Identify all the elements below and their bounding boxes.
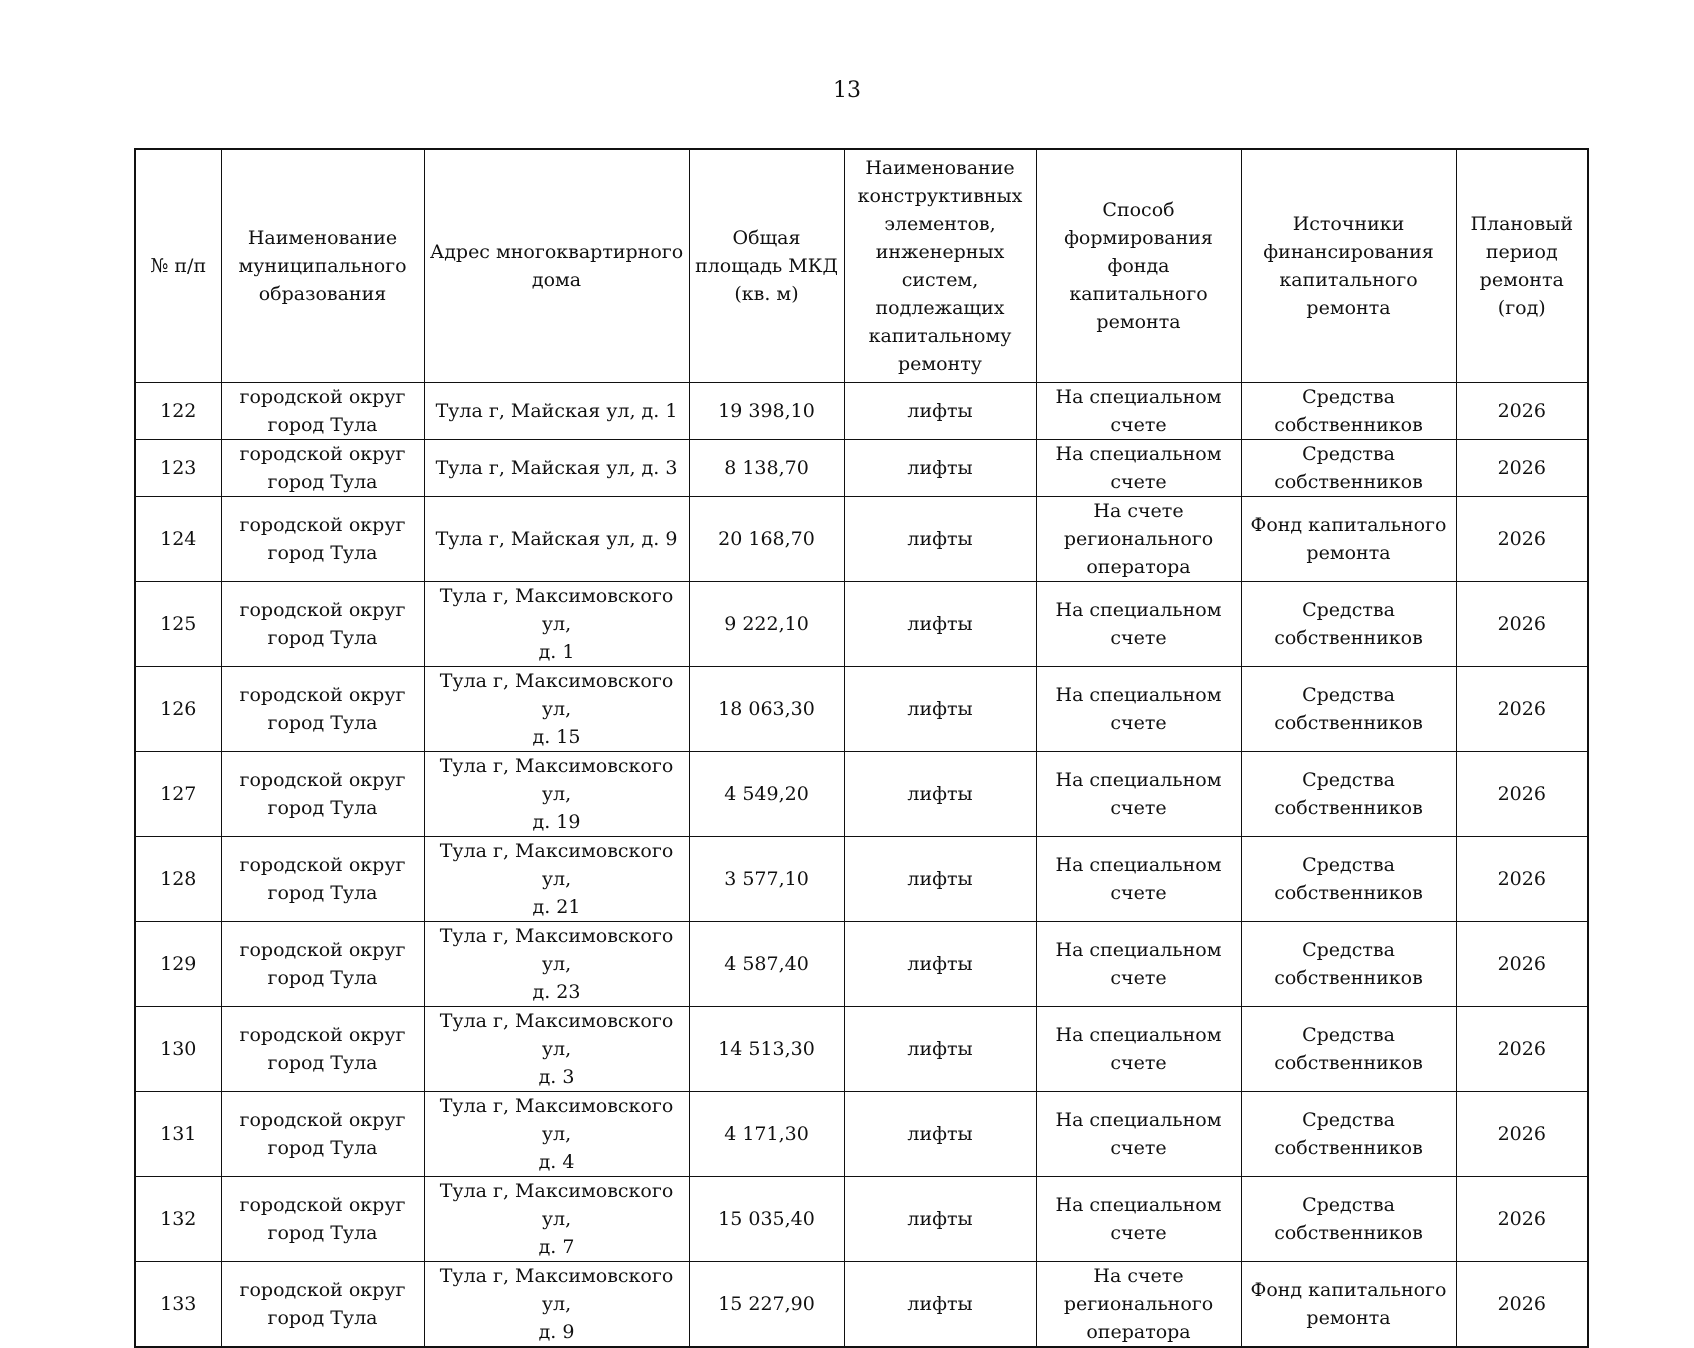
cell-area [689, 1007, 844, 1092]
cell-fund-method [1036, 1007, 1241, 1092]
table-row [135, 667, 1588, 752]
cell-planned-year [1456, 1007, 1588, 1092]
cell-elements-text: лифты [907, 400, 973, 422]
repair-plan-table [134, 148, 1589, 1348]
cell-address-text: Тула г, Максимовского ул, д. 4 [439, 1095, 674, 1173]
cell-funding-source-text: Средства собственников [1274, 769, 1423, 819]
cell-elements-text: лифты [907, 698, 973, 720]
cell-elements-text: лифты [907, 1123, 973, 1145]
cell-planned-year-text: 2026 [1497, 613, 1546, 635]
cell-funding-source [1241, 837, 1456, 922]
table-row [135, 383, 1588, 440]
cell-area-text: 4 549,20 [724, 783, 809, 805]
cell-number-text: 122 [160, 400, 197, 422]
cell-fund-method [1036, 1092, 1241, 1177]
cell-municipality [221, 440, 424, 497]
cell-fund-method-text: На специальном счете [1055, 386, 1222, 436]
cell-elements-text: лифты [907, 528, 973, 550]
cell-municipality-text: городской округ город Тула [239, 769, 406, 819]
cell-area [689, 383, 844, 440]
header-area: Общая площадь МКД (кв. м) [689, 149, 844, 383]
cell-fund-method [1036, 1262, 1241, 1348]
cell-area [689, 922, 844, 1007]
cell-planned-year-text: 2026 [1497, 1038, 1546, 1060]
header-funding-source: Источники финансирования капитального ремонта [1241, 149, 1456, 383]
header-elements: Наименование конструктивных элементов, инженерных систем, подлежащих капитальному ремонту [844, 149, 1036, 383]
cell-funding-source-text: Средства собственников [1274, 1024, 1423, 1074]
cell-municipality [221, 837, 424, 922]
cell-area-text: 4 171,30 [724, 1123, 809, 1145]
cell-funding-source-text: Средства собственников [1274, 854, 1423, 904]
cell-address-text: Тула г, Максимовского ул, д. 15 [439, 670, 674, 748]
cell-area-text: 3 577,10 [724, 868, 809, 890]
table-row [135, 582, 1588, 667]
cell-planned-year [1456, 1262, 1588, 1348]
cell-elements [844, 1092, 1036, 1177]
cell-funding-source [1241, 1092, 1456, 1177]
cell-number-text: 127 [160, 783, 197, 805]
table-body [135, 383, 1588, 1348]
cell-elements [844, 1262, 1036, 1348]
cell-fund-method-text: На специальном счете [1055, 599, 1222, 649]
cell-address-text: Тула г, Максимовского ул, д. 19 [439, 755, 674, 833]
cell-fund-method-text: На специальном счете [1055, 1109, 1222, 1159]
cell-funding-source-text: Средства собственников [1274, 684, 1423, 734]
table-row [135, 922, 1588, 1007]
cell-number [135, 922, 221, 1007]
cell-address [424, 837, 689, 922]
cell-area [689, 1177, 844, 1262]
cell-area [689, 1262, 844, 1348]
cell-number [135, 1177, 221, 1262]
cell-planned-year-text: 2026 [1497, 698, 1546, 720]
cell-fund-method [1036, 752, 1241, 837]
cell-municipality-text: городской округ город Тула [239, 1279, 406, 1329]
cell-address [424, 1177, 689, 1262]
cell-funding-source [1241, 440, 1456, 497]
cell-elements [844, 1177, 1036, 1262]
cell-municipality [221, 1177, 424, 1262]
cell-fund-method-text: На счете регионального оператора [1063, 1265, 1214, 1343]
cell-area [689, 1092, 844, 1177]
cell-municipality-text: городской округ город Тула [239, 854, 406, 904]
cell-area [689, 582, 844, 667]
table-row [135, 1007, 1588, 1092]
cell-fund-method-text: На счете регионального оператора [1063, 500, 1214, 578]
cell-number [135, 497, 221, 582]
cell-elements [844, 667, 1036, 752]
cell-municipality [221, 497, 424, 582]
cell-address [424, 497, 689, 582]
cell-municipality-text: городской округ город Тула [239, 514, 406, 564]
cell-elements-text: лифты [907, 953, 973, 975]
cell-funding-source-text: Фонд капитального ремонта [1250, 1279, 1447, 1329]
cell-municipality [221, 667, 424, 752]
cell-area [689, 667, 844, 752]
cell-address [424, 440, 689, 497]
table-row [135, 497, 1588, 582]
cell-area [689, 440, 844, 497]
cell-planned-year [1456, 497, 1588, 582]
cell-address [424, 582, 689, 667]
cell-planned-year [1456, 922, 1588, 1007]
cell-area-text: 9 222,10 [724, 613, 809, 635]
cell-planned-year [1456, 1177, 1588, 1262]
cell-funding-source [1241, 922, 1456, 1007]
header-number: № п/п [135, 149, 221, 383]
table-row [135, 1177, 1588, 1262]
cell-area-text: 15 227,90 [718, 1293, 815, 1315]
cell-number-text: 126 [160, 698, 197, 720]
cell-area [689, 837, 844, 922]
cell-address-text: Тула г, Майская ул, д. 1 [435, 400, 678, 422]
cell-elements [844, 837, 1036, 922]
cell-funding-source [1241, 752, 1456, 837]
cell-address [424, 383, 689, 440]
cell-funding-source [1241, 497, 1456, 582]
cell-municipality [221, 922, 424, 1007]
cell-area-text: 20 168,70 [718, 528, 815, 550]
cell-municipality [221, 1007, 424, 1092]
cell-address [424, 752, 689, 837]
cell-fund-method-text: На специальном счете [1055, 1194, 1222, 1244]
cell-planned-year-text: 2026 [1497, 783, 1546, 805]
cell-planned-year-text: 2026 [1497, 953, 1546, 975]
cell-fund-method [1036, 440, 1241, 497]
cell-funding-source [1241, 383, 1456, 440]
cell-funding-source-text: Средства собственников [1274, 939, 1423, 989]
cell-planned-year-text: 2026 [1497, 868, 1546, 890]
cell-area-text: 4 587,40 [724, 953, 809, 975]
cell-municipality-text: городской округ город Тула [239, 386, 406, 436]
cell-number [135, 383, 221, 440]
cell-elements [844, 440, 1036, 497]
cell-number [135, 667, 221, 752]
cell-number-text: 124 [160, 528, 197, 550]
cell-number [135, 752, 221, 837]
cell-funding-source [1241, 667, 1456, 752]
cell-planned-year [1456, 752, 1588, 837]
cell-planned-year [1456, 440, 1588, 497]
cell-elements [844, 1007, 1036, 1092]
cell-area-text: 15 035,40 [718, 1208, 815, 1230]
table-row [135, 1092, 1588, 1177]
cell-planned-year [1456, 837, 1588, 922]
cell-planned-year-text: 2026 [1497, 457, 1546, 479]
cell-elements-text: лифты [907, 868, 973, 890]
cell-fund-method [1036, 582, 1241, 667]
header-address: Адрес многоквартирного дома [424, 149, 689, 383]
cell-number-text: 129 [160, 953, 197, 975]
cell-address-text: Тула г, Майская ул, д. 9 [435, 528, 678, 550]
cell-fund-method-text: На специальном счете [1055, 854, 1222, 904]
header-planned-year: Плановый период ремонта (год) [1456, 149, 1588, 383]
cell-number [135, 837, 221, 922]
cell-municipality [221, 1262, 424, 1348]
cell-funding-source [1241, 1177, 1456, 1262]
cell-funding-source [1241, 582, 1456, 667]
cell-funding-source-text: Средства собственников [1274, 1194, 1423, 1244]
cell-fund-method-text: На специальном счете [1055, 939, 1222, 989]
cell-area-text: 18 063,30 [718, 698, 815, 720]
cell-planned-year-text: 2026 [1497, 1208, 1546, 1230]
page-number: 13 [833, 78, 861, 103]
cell-municipality-text: городской округ город Тула [239, 1024, 406, 1074]
table-row [135, 752, 1588, 837]
cell-address-text: Тула г, Максимовского ул, д. 1 [439, 585, 674, 663]
cell-fund-method [1036, 837, 1241, 922]
cell-address [424, 1092, 689, 1177]
cell-fund-method [1036, 667, 1241, 752]
cell-address [424, 1007, 689, 1092]
table-row [135, 440, 1588, 497]
cell-address-text: Тула г, Максимовского ул, д. 23 [439, 925, 674, 1003]
cell-number-text: 123 [160, 457, 197, 479]
cell-area-text: 19 398,10 [718, 400, 815, 422]
cell-area-text: 14 513,30 [718, 1038, 815, 1060]
cell-elements [844, 497, 1036, 582]
cell-number [135, 582, 221, 667]
cell-elements-text: лифты [907, 457, 973, 479]
cell-number-text: 132 [160, 1208, 197, 1230]
cell-address [424, 922, 689, 1007]
cell-elements-text: лифты [907, 1293, 973, 1315]
cell-planned-year [1456, 582, 1588, 667]
cell-address-text: Тула г, Максимовского ул, д. 21 [439, 840, 674, 918]
cell-funding-source-text: Средства собственников [1274, 599, 1423, 649]
cell-number-text: 125 [160, 613, 197, 635]
cell-number [135, 440, 221, 497]
cell-elements-text: лифты [907, 1208, 973, 1230]
cell-planned-year-text: 2026 [1497, 400, 1546, 422]
cell-elements-text: лифты [907, 613, 973, 635]
cell-number [135, 1262, 221, 1348]
cell-funding-source-text: Средства собственников [1274, 386, 1423, 436]
cell-address-text: Тула г, Майская ул, д. 3 [435, 457, 678, 479]
cell-elements-text: лифты [907, 783, 973, 805]
cell-planned-year-text: 2026 [1497, 1123, 1546, 1145]
cell-municipality [221, 383, 424, 440]
cell-number [135, 1092, 221, 1177]
cell-area-text: 8 138,70 [724, 457, 809, 479]
cell-municipality-text: городской округ город Тула [239, 939, 406, 989]
cell-planned-year [1456, 667, 1588, 752]
table-header-row [135, 149, 1588, 383]
cell-municipality-text: городской округ город Тула [239, 599, 406, 649]
table-row [135, 837, 1588, 922]
cell-funding-source-text: Средства собственников [1274, 443, 1423, 493]
cell-number [135, 1007, 221, 1092]
cell-number-text: 128 [160, 868, 197, 890]
cell-funding-source [1241, 1007, 1456, 1092]
cell-planned-year-text: 2026 [1497, 1293, 1546, 1315]
cell-address [424, 667, 689, 752]
cell-municipality [221, 1092, 424, 1177]
cell-fund-method [1036, 497, 1241, 582]
cell-planned-year-text: 2026 [1497, 528, 1546, 550]
cell-funding-source-text: Средства собственников [1274, 1109, 1423, 1159]
cell-area [689, 752, 844, 837]
cell-address-text: Тула г, Максимовского ул, д. 7 [439, 1180, 674, 1258]
cell-municipality-text: городской округ город Тула [239, 443, 406, 493]
cell-funding-source-text: Фонд капитального ремонта [1250, 514, 1447, 564]
cell-address [424, 1262, 689, 1348]
cell-municipality-text: городской округ город Тула [239, 1109, 406, 1159]
cell-fund-method [1036, 1177, 1241, 1262]
cell-address-text: Тула г, Максимовского ул, д. 9 [439, 1265, 674, 1343]
cell-municipality [221, 752, 424, 837]
cell-municipality [221, 582, 424, 667]
table-row [135, 1262, 1588, 1348]
cell-municipality-text: городской округ город Тула [239, 684, 406, 734]
cell-elements-text: лифты [907, 1038, 973, 1060]
cell-fund-method-text: На специальном счете [1055, 1024, 1222, 1074]
cell-elements [844, 383, 1036, 440]
cell-fund-method-text: На специальном счете [1055, 443, 1222, 493]
cell-number-text: 130 [160, 1038, 197, 1060]
cell-area [689, 497, 844, 582]
cell-fund-method [1036, 922, 1241, 1007]
cell-fund-method-text: На специальном счете [1055, 684, 1222, 734]
cell-fund-method [1036, 383, 1241, 440]
header-fund-method: Способ формирования фонда капитального ремонта [1036, 149, 1241, 383]
cell-number-text: 131 [160, 1123, 197, 1145]
cell-elements [844, 752, 1036, 837]
cell-planned-year [1456, 1092, 1588, 1177]
cell-number-text: 133 [160, 1293, 197, 1315]
cell-municipality-text: городской округ город Тула [239, 1194, 406, 1244]
header-municipality: Наименование муниципального образования [221, 149, 424, 383]
cell-planned-year [1456, 383, 1588, 440]
cell-elements [844, 582, 1036, 667]
cell-fund-method-text: На специальном счете [1055, 769, 1222, 819]
cell-address-text: Тула г, Максимовского ул, д. 3 [439, 1010, 674, 1088]
cell-elements [844, 922, 1036, 1007]
cell-funding-source [1241, 1262, 1456, 1348]
